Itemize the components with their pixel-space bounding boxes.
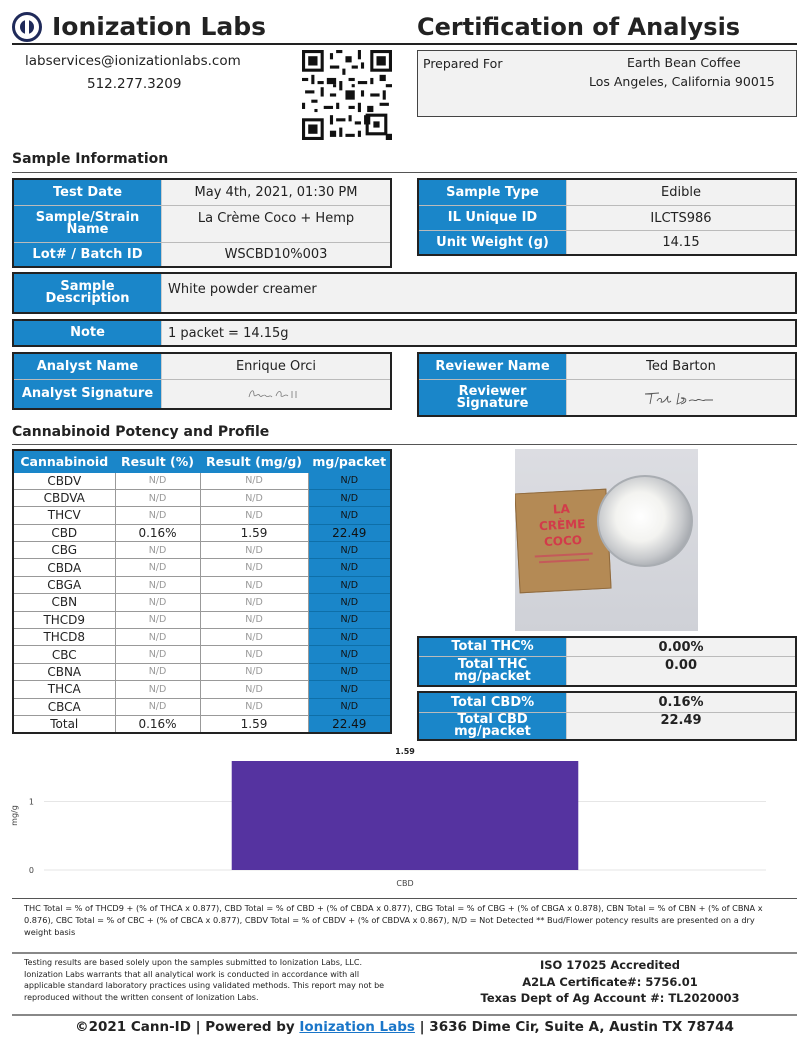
potency-row [13, 629, 391, 646]
company-logo [12, 12, 42, 42]
powder-tin [597, 475, 693, 567]
y-axis-label: mg/g [10, 805, 19, 826]
potency-header-row [13, 450, 391, 472]
bar-data-label: 1.59 [395, 747, 415, 756]
result-percent: N/D [115, 663, 200, 680]
result-mgg: N/D [200, 611, 308, 628]
mg-packet: N/D [308, 507, 391, 524]
result-mgg: N/D [200, 489, 308, 506]
cannabinoid-name: CBGA [13, 576, 115, 593]
result-percent: N/D [115, 681, 200, 698]
note-label: Note [14, 321, 161, 345]
col-header-result-percent: Result (%) [115, 450, 200, 472]
unique-id-label: IL Unique ID [419, 206, 566, 230]
ionization-labs-link[interactable]: Ionization Labs [299, 1019, 415, 1035]
total-thc-label: Total THC% [419, 638, 566, 656]
result-percent: N/D [115, 472, 200, 489]
note-table [12, 319, 797, 347]
potency-row [13, 576, 391, 593]
cannabinoid-name: CBN [13, 594, 115, 611]
unit-weight-value: 14.15 [566, 231, 795, 254]
lot-value: WSCBD10%003 [161, 243, 390, 266]
total-cbd-value: 0.16% [566, 693, 795, 712]
result-mgg: N/D [200, 472, 308, 489]
strain-label: Sample/Strain Name [14, 206, 161, 242]
result-percent: N/D [115, 542, 200, 559]
mg-packet: N/D [308, 663, 391, 680]
potency-row [13, 489, 391, 506]
a2la-certificate: A2LA Certificate#: 5756.01 [522, 975, 698, 989]
cannabinoid-name: CBG [13, 542, 115, 559]
result-mgg: N/D [200, 646, 308, 663]
potency-bar-chart [0, 744, 809, 894]
result-percent: N/D [115, 698, 200, 715]
potency-row [13, 715, 391, 732]
sample-type-value: Edible [566, 180, 795, 205]
cannabinoid-name: THCD9 [13, 611, 115, 628]
header-rule [12, 43, 797, 45]
reviewer-signature-scribble [641, 388, 721, 408]
client-name: Earth Bean Coffee [627, 55, 741, 70]
cannabinoid-name: CBC [13, 646, 115, 663]
total-thc-packet-value: 0.00 [566, 657, 795, 685]
mg-packet: N/D [308, 594, 391, 611]
mg-packet: 22.49 [308, 524, 391, 541]
result-percent: 0.16% [115, 715, 200, 732]
col-header-result-mgg: Result (mg/g) [200, 450, 308, 472]
unique-id-value: ILCTS986 [566, 206, 795, 230]
footer-rule-2 [12, 952, 797, 954]
test-date-label: Test Date [14, 180, 161, 205]
document-title: Certification of Analysis [417, 13, 741, 41]
result-mgg: N/D [200, 594, 308, 611]
bottom-credit-prefix: ©2021 Cann-ID | Powered by [75, 1019, 300, 1035]
cannabinoid-name: THCD8 [13, 629, 115, 646]
total-cbd-label: Total CBD% [419, 693, 566, 712]
cannabinoid-name: CBDV [13, 472, 115, 489]
strain-value: La Crème Coco + Hemp [161, 206, 390, 242]
y-tick-label: 1 [28, 797, 34, 807]
potency-row [13, 681, 391, 698]
product-packet [515, 489, 612, 594]
prepared-for-box [417, 50, 797, 117]
bottom-credit-suffix: | 3636 Dime Cir, Suite A, Austin TX 78744 [414, 1019, 734, 1035]
total-thc-packet-label: Total THC mg/packet [419, 657, 566, 685]
sample-type-table [417, 178, 797, 256]
bottom-credit [0, 1019, 809, 1035]
potency-row [13, 698, 391, 715]
cannabinoid-name: CBD [13, 524, 115, 541]
sample-description-value: White powder creamer [161, 274, 795, 312]
disclaimer: Testing results are based solely upon the samples submitted to Ionization Labs, LLC. Ionization Labs warrants that all analytical work is conducted in accordance with all applicable standard laboratory practices using validated methods. This report may not be reproduced without the written consent of Ionization Labs. [24, 958, 385, 1002]
col-header-cannabinoid: Cannabinoid [13, 450, 115, 472]
result-percent: N/D [115, 611, 200, 628]
sample-information-title: Sample Information [12, 151, 169, 167]
result-mgg: N/D [200, 559, 308, 576]
potency-table [12, 449, 392, 734]
result-mgg: N/D [200, 663, 308, 680]
y-tick-label: 0 [28, 866, 34, 875]
reviewer-name-value: Ted Barton [566, 354, 795, 379]
footer-rule-1 [12, 898, 797, 899]
result-percent: 0.16% [115, 524, 200, 541]
result-percent: N/D [115, 507, 200, 524]
potency-row [13, 472, 391, 489]
result-mgg: N/D [200, 681, 308, 698]
mg-packet: N/D [308, 646, 391, 663]
prepared-for-label: Prepared For [423, 56, 503, 71]
result-percent: N/D [115, 629, 200, 646]
potency-row [13, 646, 391, 663]
sample-details-table [12, 178, 392, 268]
result-mgg: N/D [200, 629, 308, 646]
product-photo [515, 449, 698, 631]
iso-accreditation: ISO 17025 Accredited [539, 958, 681, 972]
reviewer-name-label: Reviewer Name [419, 354, 566, 379]
total-cbd-packet-value: 22.49 [566, 713, 795, 739]
cbd-totals-table [417, 691, 797, 741]
mg-packet: N/D [308, 542, 391, 559]
result-percent: N/D [115, 559, 200, 576]
mg-packet: N/D [308, 576, 391, 593]
cannabinoid-name: THCV [13, 507, 115, 524]
total-thc-value: 0.00% [566, 638, 795, 656]
note-value: 1 packet = 14.15g [161, 321, 795, 345]
cannabinoid-name: CBCA [13, 698, 115, 715]
analyst-signature-scribble [246, 386, 306, 402]
mg-packet: N/D [308, 698, 391, 715]
potency-row [13, 507, 391, 524]
result-percent: N/D [115, 576, 200, 593]
reviewer-table [417, 352, 797, 417]
reviewer-signature [566, 380, 795, 415]
cannabinoid-name: CBDVA [13, 489, 115, 506]
thc-totals-table [417, 636, 797, 687]
mg-packet: N/D [308, 559, 391, 576]
potency-row [13, 524, 391, 541]
lot-label: Lot# / Batch ID [14, 243, 161, 266]
sample-info-rule [12, 172, 797, 173]
packet-label-line-1: LA [552, 501, 571, 517]
result-percent: N/D [115, 489, 200, 506]
texas-account: Texas Dept of Ag Account #: TL2020003 [480, 991, 740, 1005]
potency-section-title: Cannabinoid Potency and Profile [12, 424, 270, 440]
packet-label-line-3: COCO [543, 533, 583, 549]
packet-label-line-2: CRÈME [538, 516, 586, 534]
footer-rule-3 [12, 1014, 797, 1016]
result-mgg: N/D [200, 507, 308, 524]
analyst-signature [161, 380, 390, 408]
result-mgg: 1.59 [200, 715, 308, 732]
x-tick-label: CBD [396, 879, 414, 888]
result-mgg: N/D [200, 542, 308, 559]
reviewer-signature-label: Reviewer Signature [419, 380, 566, 415]
result-percent: N/D [115, 594, 200, 611]
qr-code [302, 50, 392, 140]
unit-weight-label: Unit Weight (g) [419, 231, 566, 254]
sample-description-label: Sample Description [14, 274, 161, 312]
potency-row [13, 663, 391, 680]
mg-packet: N/D [308, 611, 391, 628]
potency-rule [12, 444, 797, 445]
analyst-table [12, 352, 392, 410]
company-name: Ionization Labs [52, 12, 267, 41]
mg-packet: 22.49 [308, 715, 391, 732]
potency-row [13, 611, 391, 628]
mg-packet: N/D [308, 681, 391, 698]
test-date-value: May 4th, 2021, 01:30 PM [161, 180, 390, 205]
result-mgg: N/D [200, 698, 308, 715]
cannabinoid-name: CBNA [13, 663, 115, 680]
contact-email: labservices@ionizationlabs.com [25, 53, 241, 69]
sample-type-label: Sample Type [419, 180, 566, 205]
analyst-name-label: Analyst Name [14, 354, 161, 379]
col-header-mg-packet: mg/packet [308, 450, 391, 472]
mg-packet: N/D [308, 489, 391, 506]
cannabinoid-name: CBDA [13, 559, 115, 576]
analyst-signature-label: Analyst Signature [14, 380, 161, 408]
mg-packet: N/D [308, 472, 391, 489]
contact-phone: 512.277.3209 [87, 76, 182, 92]
potency-row [13, 542, 391, 559]
sample-description-table [12, 272, 797, 314]
total-cbd-packet-label: Total CBD mg/packet [419, 713, 566, 739]
cannabinoid-name: Total [13, 715, 115, 732]
mg-packet: N/D [308, 629, 391, 646]
potency-row [13, 594, 391, 611]
formula-note: THC Total = % of THCD9 + (% of THCA x 0.877), CBD Total = % of CBD + (% of CBDA x 0.877), CBG Total = % of CBG + (% of CBGA x 0.878), CBN Total = % of CBN + (% of CBNA x 0.876), CBC Total = % of CBC + (% of CBCA x 0.877), CBDV Total = % of CBDV + (% of CBDVA x 0.867), N/D = Not Detected ** Bud/Flower potency results are presented on a dry weight basis [24, 903, 763, 937]
chart-bar [232, 761, 579, 870]
potency-row [13, 559, 391, 576]
result-mgg: 1.59 [200, 524, 308, 541]
analyst-name-value: Enrique Orci [161, 354, 390, 379]
client-location: Los Angeles, California 90015 [589, 74, 775, 89]
result-percent: N/D [115, 646, 200, 663]
cannabinoid-name: THCA [13, 681, 115, 698]
result-mgg: N/D [200, 576, 308, 593]
